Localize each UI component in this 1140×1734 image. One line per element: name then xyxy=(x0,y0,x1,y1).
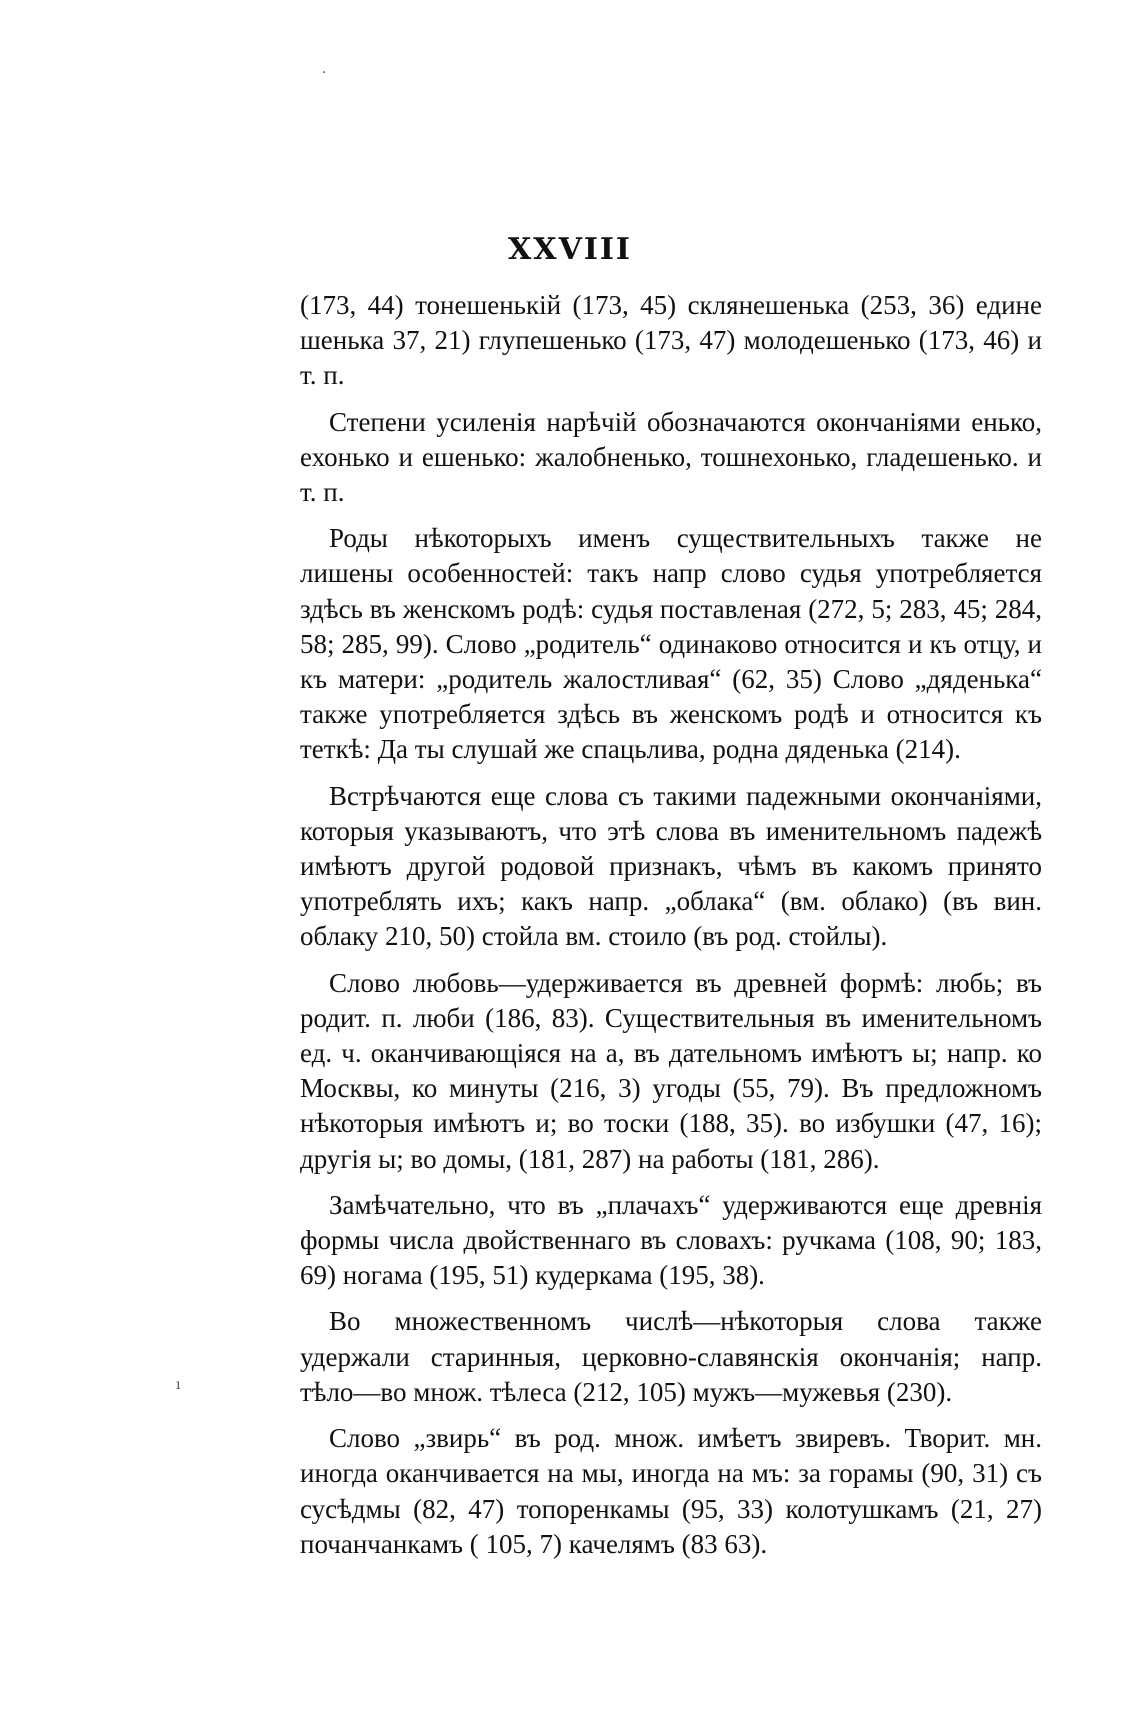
paragraph: Степени усиленія нарѣчій обозначаются окончаніями енько, ехонько и ешенько: жалобненько, тошнехонько, гладешенько. и т. п. xyxy=(300,406,1042,508)
body-text xyxy=(300,288,1042,1573)
scan-speck: ı xyxy=(176,1377,181,1393)
paragraph: Роды нѣкоторыхъ именъ существительныхъ также не лишены особенностей: такъ напр слово судья употребляется здѣсь въ женскомъ родѣ: судья поставленая (272, 5; 283, 45; 284, 58; 285, 99). Слово „родитель“ одинаково относится и къ отцу, и къ матери: „родитель жалостливая“ (62, 35) Слово „дяденька“ также употребляется здѣсь въ женскомъ родѣ и относится къ теткѣ: Да ты слушай же спацьлива, родна дяденька (214). xyxy=(300,523,1042,765)
paragraph: Во множественномъ числѣ—нѣкоторыя слова также удержали старинныя, церковно-славянскія окончанія; напр. тѣло—во множ. тѣлеса (212, 105) мужъ—мужевья (230). xyxy=(300,1306,1042,1407)
paragraph: Замѣчательно, что въ „плачахъ“ удерживаются еще древнія формы числа двойственнаго въ словахъ: ручкама (108, 90; 183, 69) ногама (195, 51) кудеркама (195, 38). xyxy=(300,1189,1042,1291)
paragraph: (173, 44) тонешенькій (173, 45) склянешенька (253, 36) едине шенька 37, 21) глупешенько (173, 47) молодешенько (173, 46) и т. п. xyxy=(300,290,1042,391)
scan-speck: · xyxy=(322,65,327,81)
page-number: XXVIII xyxy=(508,232,632,267)
paragraph: Встрѣчаются еще слова съ такими падежными окончаніями, которыя указываютъ, что этѣ слова въ именительномъ падежѣ имѣютъ другой родовой признакъ, чѣмъ въ какомъ принято употреблять ихъ; какъ напр. „облака“ (вм. облако) (въ вин. облаку 210, 50) стойла вм. стоило (въ род. стойлы). xyxy=(300,780,1042,952)
paragraph: Слово любовь—удерживается въ древней формѣ: любь; въ родит. п. люби (186, 83). Существительныя въ именительномъ ед. ч. оканчивающіяся на а, въ дательномъ имѣютъ ы; напр. ко Москвы, ко минуты (216, 3) угоды (55, 79). Въ предложномъ нѣкоторыя имѣютъ и; во тоски (188, 35). во избушки (47, 16); другія ы; во домы, (181, 287) на работы (181, 286). xyxy=(300,967,1042,1174)
paragraph: Слово „звирь“ въ род. множ. имѣетъ звиревъ. Творит. мн. иногда оканчивается на мы, иногда на мъ: за горамы (90, 31) съ сусѣдмы (82, 47) топоренкамы (95, 33) колотушкамъ (21, 27) почанчанкамъ ( 105, 7) качелямъ (83 63). xyxy=(300,1423,1042,1559)
